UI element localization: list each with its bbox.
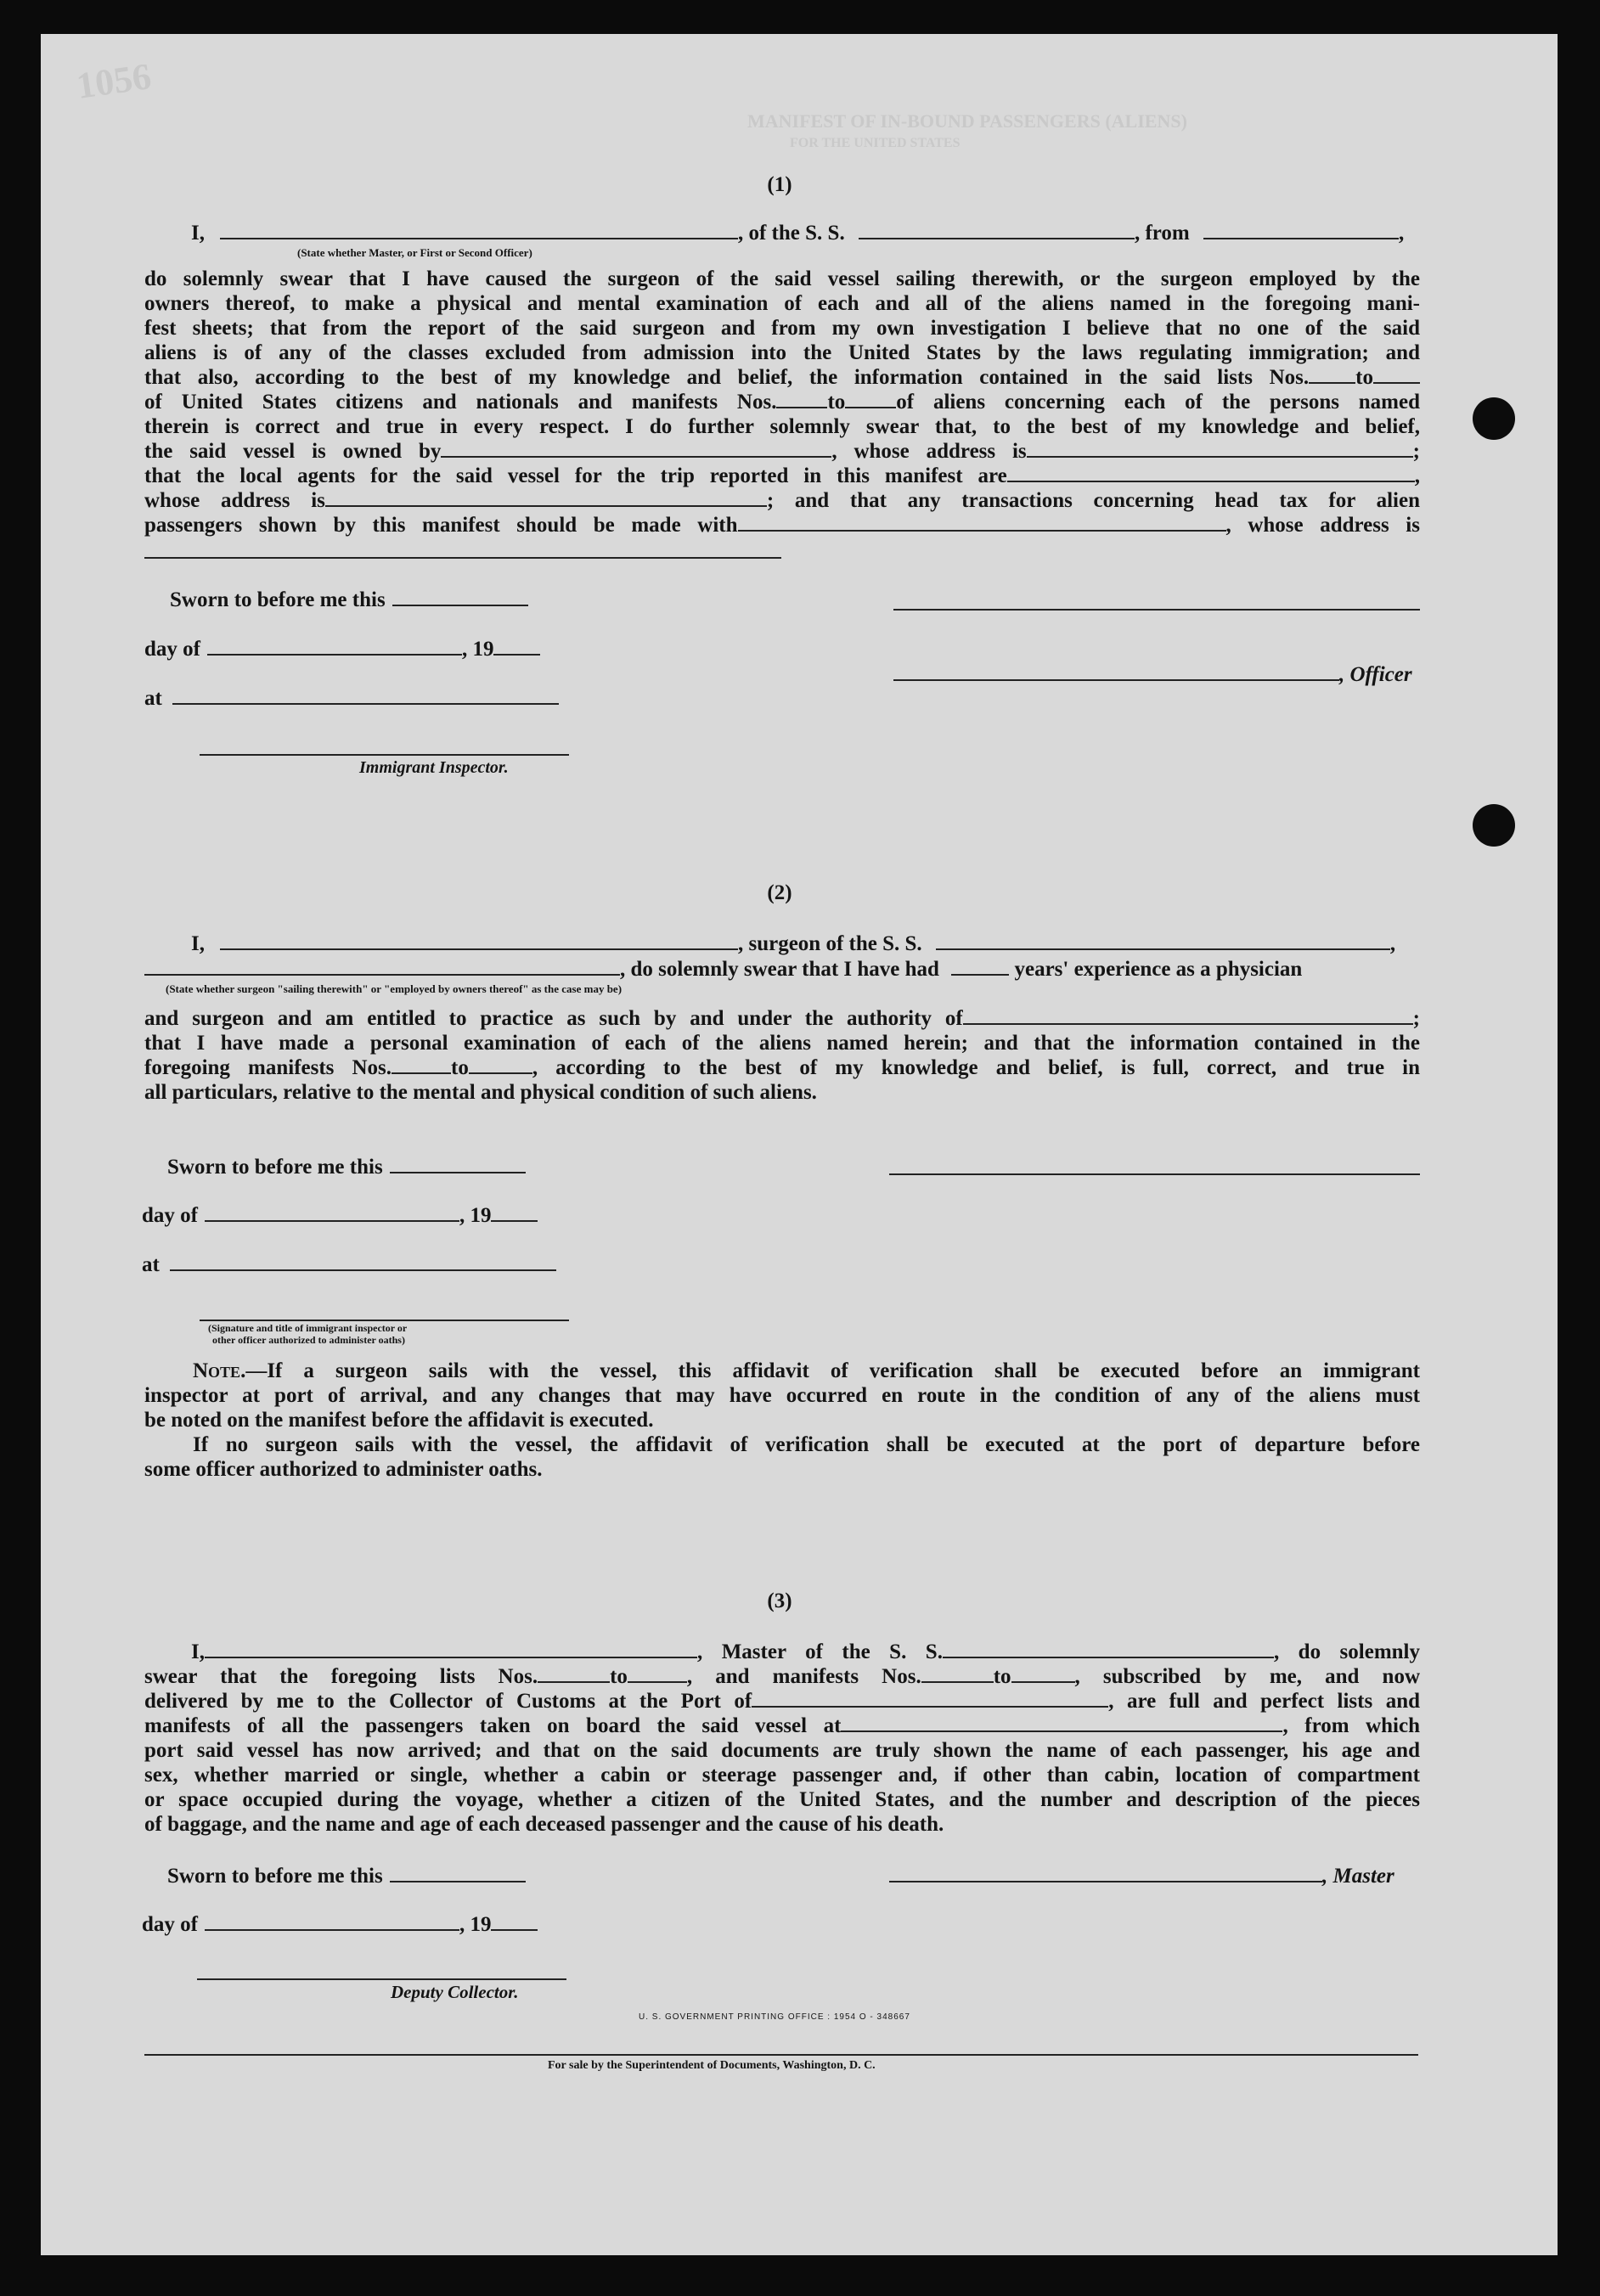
master-name-field[interactable] — [205, 1640, 697, 1658]
agents-address-field[interactable] — [325, 489, 767, 507]
s2-month-field[interactable] — [205, 1204, 459, 1222]
s1-para-line: of United States citizens and nationals and manifests Nos. to of aliens concerning each of the persons named — [144, 391, 1421, 414]
local-agents-field[interactable] — [1007, 464, 1415, 482]
surgeon-status-hint: (State whether surgeon "sailing therewith" or "employed by owners thereof" as the case may be) — [166, 982, 623, 995]
s1-para-line: that the local agents for the said vessel for the trip reported in this manifest are , — [144, 464, 1420, 487]
footer-rule — [144, 2054, 1418, 2056]
officer-signature-line-2[interactable] — [893, 663, 1339, 681]
note-line: Note.—If a surgeon sails with the vessel, this affidavit of verification shall be executed before an immigrant — [193, 1359, 1420, 1382]
s1-officer-line: I, , of the S. S. , from , — [191, 222, 1405, 245]
s3-lists-to-field[interactable] — [628, 1665, 687, 1683]
s1-officer-signature: , Officer — [893, 662, 1412, 688]
s2-year-field[interactable] — [491, 1204, 538, 1222]
lists-from-field[interactable] — [1309, 366, 1355, 384]
ship-name-field[interactable] — [859, 222, 1135, 239]
bleed-through-subheading: FOR THE UNITED STATES — [790, 136, 961, 150]
s3-para-line: of baggage, and the name and age of each deceased passenger and the cause of his death. — [144, 1813, 944, 1836]
s1-para-line: whose address is ; and that any transactions concerning head tax for alien — [144, 489, 1420, 512]
signature-caption-2: other officer authorized to administer oaths) — [212, 1334, 405, 1346]
year-field[interactable] — [493, 638, 540, 656]
deputy-collector-label: Deputy Collector. — [391, 1982, 519, 2002]
s2-experience-line: , do solemnly swear that I have had years' experience as a physician — [144, 957, 1302, 982]
s2-sworn-day-field[interactable] — [390, 1156, 526, 1173]
head-tax-contact-field[interactable] — [738, 514, 1226, 532]
years-experience-field[interactable] — [951, 958, 1009, 976]
s2-manifests-to-field[interactable] — [469, 1056, 532, 1074]
s2-para-line: all particulars, relative to the mental and physical condition of such aliens. — [144, 1081, 817, 1104]
s2-place-field[interactable] — [170, 1253, 556, 1271]
s2-para-line: that I have made a personal examination of each of the aliens named herein; and that the information contained in the — [144, 1032, 1420, 1055]
s1-day-line: day of , 19 — [144, 637, 540, 662]
section-1-number: (1) — [767, 173, 792, 196]
sworn-day-field[interactable] — [392, 588, 528, 606]
s2-para-line: and surgeon and am entitled to practice as such by and under the authority of ; — [144, 1007, 1420, 1030]
place-field[interactable] — [172, 687, 559, 705]
month-field[interactable] — [207, 638, 462, 656]
s1-para-line: owners thereof, to make a physical and mental examination of each and all of the aliens named in the foregoing mani- — [144, 292, 1420, 315]
surgeon-signature-line[interactable] — [889, 1173, 1420, 1175]
bleed-through-heading: MANIFEST OF IN-BOUND PASSENGERS (ALIENS) — [747, 110, 1187, 132]
s1-para-line: that also, according to the best of my knowledge and belief, the information contained in the said lists Nos. to — [144, 365, 1420, 391]
lists-to-field[interactable] — [1373, 366, 1420, 384]
margin-number: 1056 — [74, 55, 154, 107]
manifests-from-field[interactable] — [776, 391, 827, 408]
s3-para-line: delivered by me to the Collector of Customs at the Port of , are full and perfect lists and — [144, 1690, 1420, 1713]
s1-at-line: at — [144, 686, 559, 712]
s1-sworn-line: Sworn to before me this — [170, 588, 528, 613]
s2-sworn-line: Sworn to before me this — [167, 1155, 526, 1180]
s2-at-line: at — [142, 1252, 556, 1278]
manifests-to-field[interactable] — [845, 391, 896, 408]
s3-para-line: port said vessel has now arrived; and that on the said documents are truly shown the name of each passenger, his age and — [144, 1739, 1420, 1762]
departure-port-field[interactable] — [1203, 222, 1399, 239]
s3-para-line: or space occupied during the voyage, whether a citizen of the United States, and the number and description of the pieces — [144, 1788, 1420, 1811]
s3-manifests-to-field[interactable] — [1011, 1665, 1075, 1683]
s2-surgeon-line: I, , surgeon of the S. S. , — [191, 932, 1396, 955]
section-2-number: (2) — [767, 881, 792, 904]
s1-para-line: therein is correct and true in every respect. I do further solemnly swear that, to the best of my knowledge and belief, — [144, 415, 1420, 438]
s2-officer-signature-line[interactable] — [200, 1320, 569, 1321]
ship-name-field-2[interactable] — [936, 932, 1390, 950]
s1-para-line: do solemnly swear that I have caused the surgeon of the said vessel sailing therewith, or the surgeon employed by the — [144, 267, 1420, 290]
s1-para-line: fest sheets; that from the report of the said surgeon and from my own investigation I believe that no one of the said — [144, 317, 1420, 340]
sale-notice: For sale by the Superintendent of Documents, Washington, D. C. — [548, 2059, 876, 2072]
surgeon-name-field[interactable] — [220, 932, 738, 950]
s1-para-line: passengers shown by this manifest should be made with , whose address is — [144, 514, 1420, 537]
surgeon-status-field[interactable] — [144, 958, 620, 976]
note-line: some officer authorized to administer oaths. — [144, 1458, 543, 1481]
owner-address-field[interactable] — [1027, 440, 1413, 458]
s3-sworn-day-field[interactable] — [390, 1865, 526, 1882]
note-line: inspector at port of arrival, and any changes that may have occurred en route in the condition of any of the aliens must — [144, 1384, 1420, 1407]
authority-field[interactable] — [963, 1007, 1413, 1025]
signature-caption-1: (Signature and title of immigrant inspector or — [208, 1322, 408, 1334]
boarding-port-field[interactable] — [841, 1714, 1282, 1732]
officer-name-field[interactable] — [220, 222, 738, 239]
immigrant-inspector-label: Immigrant Inspector. — [359, 758, 509, 777]
vessel-owner-field[interactable] — [441, 440, 831, 458]
note-line: If no surgeon sails with the vessel, the affidavit of verification shall be executed at the port of departure before — [193, 1433, 1420, 1456]
head-tax-address-field[interactable] — [144, 557, 781, 559]
master-signature-line[interactable] — [889, 1865, 1322, 1882]
officer-signature-line-1[interactable] — [893, 609, 1420, 611]
s3-year-field[interactable] — [491, 1913, 538, 1931]
s2-para-line: foregoing manifests Nos. to , according to the best of my knowledge and belief, is full, correct, and true in — [144, 1056, 1420, 1079]
ship-name-field-3[interactable] — [943, 1640, 1274, 1658]
s2-day-line: day of , 19 — [142, 1203, 538, 1229]
arrival-port-field[interactable] — [752, 1690, 1108, 1708]
s3-sworn-line: Sworn to before me this — [167, 1864, 526, 1889]
punch-hole-top — [1473, 397, 1515, 440]
s3-para-line: swear that the foregoing lists Nos. to , and manifests Nos. to , subscribed by me, and now — [144, 1665, 1420, 1688]
gpo-imprint: U. S. GOVERNMENT PRINTING OFFICE : 1954 O - 348667 — [639, 2012, 910, 2022]
s1-para-line: the said vessel is owned by , whose address is ; — [144, 440, 1420, 463]
s3-master-line: I, , Master of the S. S. , do solemnly — [191, 1640, 1420, 1663]
officer-rank-hint: (State whether Master, or First or Second Officer) — [297, 246, 532, 259]
s3-para-line: sex, whether married or single, whether a cabin or steerage passenger and, if other than cabin, location of compartment — [144, 1764, 1420, 1787]
s3-day-line: day of , 19 — [142, 1912, 538, 1938]
punch-hole-bottom — [1473, 804, 1515, 847]
note-line: be noted on the manifest before the affidavit is executed. — [144, 1409, 654, 1432]
s1-para-line: aliens is of any of the classes excluded from admission into the United States by the laws regulating immigration; and — [144, 341, 1420, 364]
s3-month-field[interactable] — [205, 1913, 459, 1931]
s3-master-signature: , Master — [889, 1864, 1394, 1889]
s3-manifests-from-field[interactable] — [921, 1665, 994, 1683]
s3-para-line: manifests of all the passengers taken on board the said vessel at , from which — [144, 1714, 1420, 1737]
section-3-number: (3) — [767, 1590, 792, 1612]
s2-manifests-from-field[interactable] — [392, 1056, 451, 1074]
s3-lists-from-field[interactable] — [538, 1665, 610, 1683]
